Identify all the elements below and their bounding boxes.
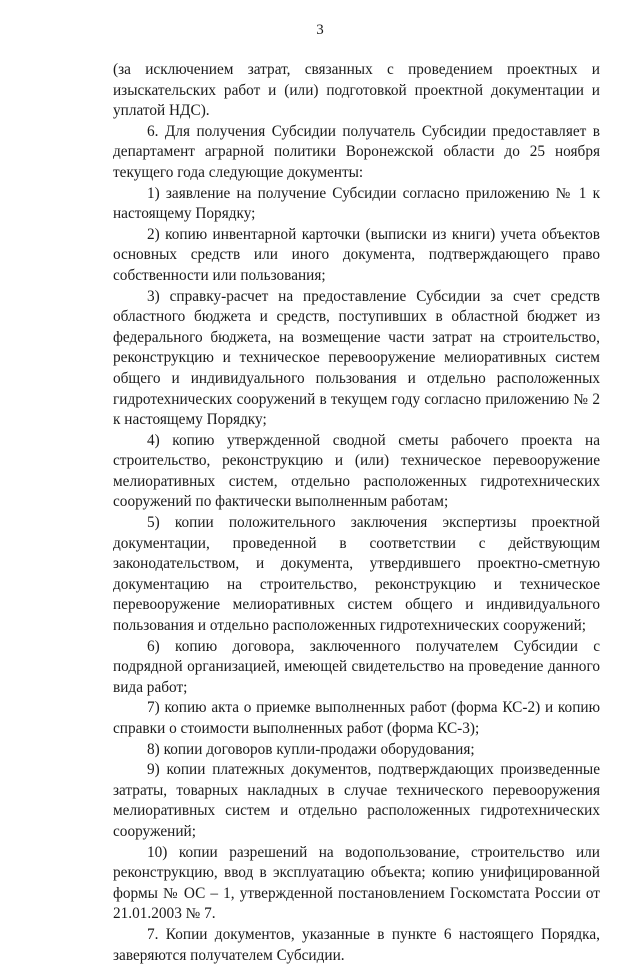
page-number: 3 (316, 22, 324, 38)
document-body (113, 60, 600, 966)
list-item-8: 8) копии договоров купли-продажи оборудования; (147, 740, 475, 758)
list-item-3: 3) справку-расчет на предоставление Субсидии за счет средств областного бюджета и средств, поступивших в областной бюджет из федерального бюджета, на возмещение части затрат на строительство, реконструкцию и техническое перевооружение мелиоративных систем общего и индивидуального пользования и отдельно расположенных гидротехнических сооружений в текущем году согласно приложению № 2 к настоящему Порядку; (113, 287, 600, 429)
list-item-7: 7) копию акта о приемке выполненных работ (форма КС-2) и копию справки о стоимости выполненных работ (форма КС-3); (113, 699, 600, 737)
paragraph-item-6: 6. Для получения Субсидии получатель Субсидии предоставляет в департамент аграрной политики Воронежской области до 25 ноября текущего года следующие документы: (113, 122, 600, 181)
list-item-9: 9) копии платежных документов, подтверждающих произведенные затраты, товарных накладных в случае технического перевооружения мелиоративных систем и отдельно расположенных гидротехнических сооружений; (113, 761, 600, 840)
list-item-6: 6) копию договора, заключенного получателем Субсидии с подрядной организацией, имеющей свидетельство на проведение данного вида работ; (113, 637, 600, 696)
list-item-5: 5) копии положительного заключения экспертизы проектной документации, проведенной в соответствии с действующим законодательством, и документа, утвердившего проектно-сметную документацию на строительство, реконструкцию и техническое перевооружение мелиоративных систем общего и индивидуального пользования и отдельно расположенных гидротехнических сооружений; (113, 514, 600, 635)
paragraph-continuation: (за исключением затрат, связанных с проведением проектных и изыскательских работ и (или) подготовкой проектной документации и уплатой НДС). (113, 61, 600, 120)
paragraph-item-7: 7. Копии документов, указанные в пункте 6 настоящего Порядка, заверяются получателем Субсидии. (113, 925, 600, 964)
list-item-4: 4) копию утвержденной сводной сметы рабочего проекта на строительство, реконструкцию и (или) техническое перевооружение мелиоративных систем, отдельно расположенных гидротехнических сооружений по фактически выполненным работам; (113, 431, 600, 511)
list-item-1: 1) заявление на получение Субсидии согласно приложению № 1 к настоящему Порядку; (113, 184, 600, 223)
list-item-2: 2) копию инвентарной карточки (выписки из книги) учета объектов основных средств или иного документа, подтверждающего право собственности или пользования; (113, 225, 600, 284)
list-item-10: 10) копии разрешений на водопользование, строительство или реконструкцию, ввод в эксплуатацию объекта; копию унифицированной формы № ОС – 1, утвержденной постановлением Госкомстата России от 21.01.2003 № 7. (113, 843, 600, 923)
